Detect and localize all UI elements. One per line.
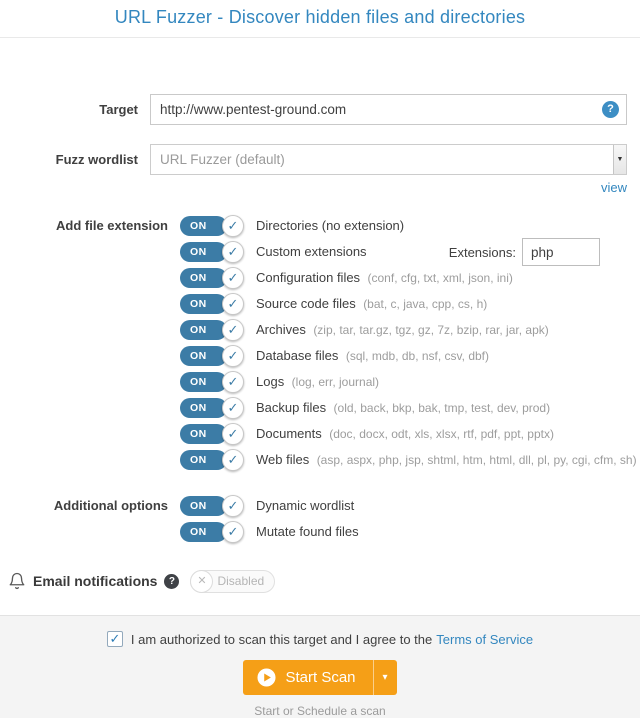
toggle-row-backup-files <box>180 397 640 419</box>
backup-files-toggle[interactable] <box>180 397 246 419</box>
check-icon: ✓ <box>222 215 244 237</box>
toggle-label: Configuration files (conf, cfg, txt, xml, json, ini) <box>256 270 513 285</box>
logs-toggle[interactable] <box>180 371 246 393</box>
check-icon: ✓ <box>222 495 244 517</box>
target-input-wrap <box>150 94 627 125</box>
toggle-row-archives <box>180 319 640 341</box>
check-icon: ✓ <box>222 371 244 393</box>
toggle-row-directories <box>180 215 640 237</box>
file-extension-section <box>0 215 640 475</box>
toggle-label: Archives (zip, tar, tar.gz, tgz, gz, 7z, bzip, rar, jar, apk) <box>256 322 549 337</box>
toggle-label: Dynamic wordlist <box>256 498 355 513</box>
additional-options-label: Additional options <box>53 498 168 513</box>
toggle-state: ON <box>180 216 227 236</box>
scan-hint-text: Start or Schedule a scan <box>254 704 386 718</box>
start-scan-button[interactable] <box>243 660 372 695</box>
toggle-state: ON <box>180 522 227 542</box>
email-help-icon[interactable]: ? <box>164 574 179 589</box>
toggle-state: ON <box>180 496 227 516</box>
archives-toggle[interactable] <box>180 319 246 341</box>
view-row <box>0 175 640 195</box>
toggle-label: Custom extensions <box>256 244 367 259</box>
toggle-label: Web files (asp, aspx, php, jsp, shtml, htm, html, dll, pl, py, cgi, cfm, sh) <box>256 452 637 467</box>
wordlist-selected-value: URL Fuzzer (default) <box>160 152 285 167</box>
toggle-row-configuration-files <box>180 267 640 289</box>
toggle-row-web-files <box>180 449 640 471</box>
check-icon: ✓ <box>222 293 244 315</box>
select-dropdown-arrow-icon[interactable]: ▼ <box>613 145 626 174</box>
web-files-toggle[interactable] <box>180 449 246 471</box>
toggle-state: ON <box>180 242 227 262</box>
start-scan-split-button <box>243 660 396 695</box>
database-files-toggle[interactable] <box>180 345 246 367</box>
toggle-label: Logs (log, err, journal) <box>256 374 380 389</box>
wordlist-select[interactable] <box>150 144 627 175</box>
toggle-label: Database files (sql, mdb, db, nsf, csv, dbf) <box>256 348 490 363</box>
toggle-state: ON <box>180 450 227 470</box>
check-icon: ✓ <box>222 267 244 289</box>
additional-options-section <box>0 495 640 547</box>
documents-toggle[interactable] <box>180 423 246 445</box>
toggle-state: ON <box>180 268 227 288</box>
custom-extensions-input-group <box>449 238 600 266</box>
scan-form <box>0 38 640 615</box>
toggle-label: Backup files (old, back, bkp, bak, tmp, test, dev, prod) <box>256 400 551 415</box>
extensions-input-label: Extensions: <box>448 244 516 260</box>
caret-down-icon: ▾ <box>382 672 388 683</box>
check-icon: ✓ <box>222 521 244 543</box>
scan-footer <box>0 615 640 718</box>
scan-options-caret-button[interactable] <box>373 660 397 695</box>
email-notifications-label: Email notifications <box>33 573 158 589</box>
toggle-state: ON <box>180 372 227 392</box>
email-status-text: Disabled <box>217 574 265 588</box>
wordlist-row <box>0 144 627 175</box>
target-row <box>0 94 627 125</box>
toggle-row-database-files <box>180 345 640 367</box>
authorization-checkbox[interactable]: ✓ <box>107 631 123 647</box>
wordlist-label: Fuzz wordlist <box>55 152 138 167</box>
authorization-row <box>107 631 533 647</box>
email-notifications-status-toggle[interactable] <box>190 570 275 593</box>
directories-toggle[interactable] <box>180 215 246 237</box>
configuration-files-toggle[interactable] <box>180 267 246 289</box>
page-header <box>0 0 640 38</box>
check-icon: ✓ <box>222 345 244 367</box>
check-icon: ✓ <box>222 241 244 263</box>
custom-extensions-toggle[interactable] <box>180 241 246 263</box>
toggle-state: ON <box>180 294 227 314</box>
source-code-files-toggle[interactable] <box>180 293 246 315</box>
email-notifications-row <box>8 569 640 593</box>
file-extension-section-label: Add file extension <box>56 218 168 233</box>
check-icon: ✓ <box>222 397 244 419</box>
target-help-icon[interactable]: ? <box>602 101 619 118</box>
toggle-label: Documents (doc, docx, odt, xls, xlsx, rtf, pdf, ppt, pptx) <box>256 426 554 441</box>
toggle-row-source-code-files <box>180 293 640 315</box>
toggle-label: Source code files (bat, c, java, cpp, cs, h) <box>256 296 488 311</box>
extensions-input[interactable] <box>522 238 600 266</box>
play-icon <box>257 668 276 687</box>
target-input[interactable] <box>150 94 627 125</box>
toggle-state: ON <box>180 398 227 418</box>
toggle-row-mutate-found-files <box>180 521 640 543</box>
cross-icon: ✕ <box>190 570 213 593</box>
toggle-label: Directories (no extension) <box>256 218 405 233</box>
wordlist-view-link[interactable]: view <box>600 180 627 195</box>
check-icon: ✓ <box>222 319 244 341</box>
toggle-row-custom-extensions <box>180 241 640 263</box>
terms-of-service-link[interactable]: Terms of Service <box>436 631 534 647</box>
check-icon: ✓ <box>222 423 244 445</box>
file-extension-toggles <box>180 215 640 475</box>
additional-options-toggles <box>180 495 640 547</box>
toggle-state: ON <box>180 346 227 366</box>
authorization-text: I am authorized to scan this target and I agree to the <box>130 631 433 647</box>
toggle-state: ON <box>180 320 227 340</box>
toggle-label: Mutate found files <box>256 524 359 539</box>
target-label: Target <box>99 102 138 117</box>
dynamic-wordlist-toggle[interactable] <box>180 495 246 517</box>
bell-icon <box>8 572 26 590</box>
toggle-row-dynamic-wordlist <box>180 495 640 517</box>
toggle-row-logs <box>180 371 640 393</box>
toggle-state: ON <box>180 424 227 444</box>
toggle-row-documents <box>180 423 640 445</box>
mutate-found-files-toggle[interactable] <box>180 521 246 543</box>
page-title: URL Fuzzer - Discover hidden files and directories <box>114 7 526 27</box>
start-scan-label: Start Scan <box>285 669 356 686</box>
check-icon: ✓ <box>222 449 244 471</box>
